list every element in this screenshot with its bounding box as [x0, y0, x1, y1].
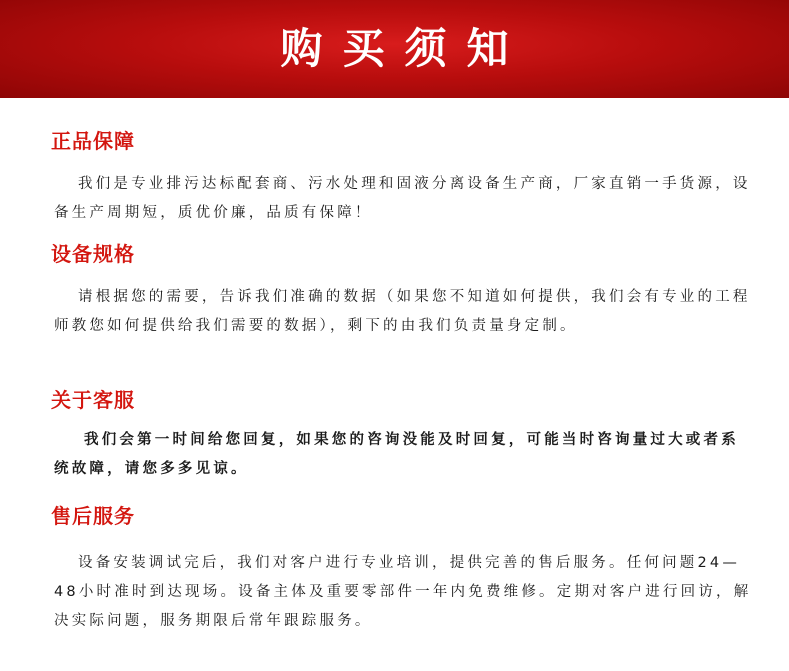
section-text-authentic: 我们是专业排污达标配套商、污水处理和固液分离设备生产商，厂家直销一手货源，设备生产周期短，质优价廉，品质有保障！ [54, 176, 751, 221]
section-text-after-sales: 设备安装调试完后，我们对客户进行专业培训，提供完善的售后服务。任何问题24—48小时准时到达现场。设备主体及重要零部件一年内免费维修。定期对客户进行回访，解决实际问题，服务期限后常年跟踪服务。 [54, 555, 752, 629]
section-heading-specs: 设备规格 [51, 242, 135, 266]
section-text-customer-service: 我们会第一时间给您回复，如果您的咨询没能及时回复，可能当时咨询量过大或者系统故障，请您多多见谅。 [54, 432, 739, 477]
section-text-specs: 请根据您的需要，告诉我们准确的数据（如果您不知道如何提供，我们会有专业的工程师教您如何提供给我们需要的数据），剩下的由我们负责量身定制。 [54, 289, 751, 334]
header-banner [0, 0, 789, 98]
page-title: 购买须知 [280, 24, 529, 73]
section-heading-after-sales: 售后服务 [51, 504, 135, 528]
section-heading-customer-service: 关于客服 [51, 388, 135, 412]
section-heading-authentic: 正品保障 [51, 129, 135, 153]
